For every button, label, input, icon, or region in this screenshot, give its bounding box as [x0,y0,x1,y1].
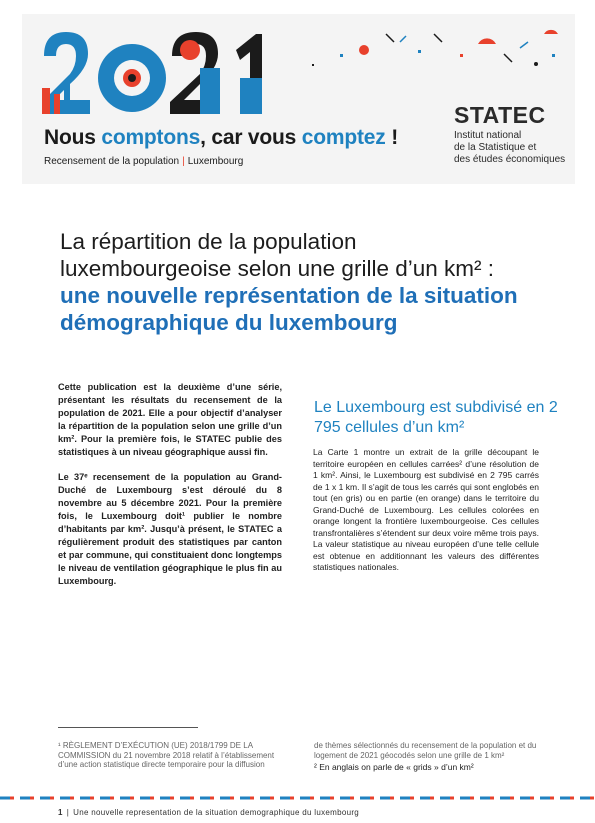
census-subline [44,156,243,167]
title-subtitle-line: démographique du luxembourg [60,310,398,335]
slogan-highlight: comptez [301,126,386,149]
title-line: luxembourgeoise selon une grille d’un km² : [60,256,494,281]
dashed-divider-icon [0,795,595,801]
slogan-text: Nous [44,126,102,149]
title-line: La répartition de la population [60,229,357,254]
footnote-divider [58,727,198,728]
page-number: 1 [58,808,63,817]
statec-subtitle [454,130,574,166]
slogan-text: , car vous [200,126,302,149]
intro-column [58,381,282,600]
decorative-shapes-icon [282,24,572,94]
intro-paragraph: Cette publication est la deuxième d’une série, présentant les résultats du recensement de la population de 2021. Elle a pour objectif d’analyser la répartition de la population selon une grille d’un km². Pour la première fois, le STATEC publie des statistiques à un niveau géographique aussi fin. [58,382,282,457]
footnote-2: ² En anglais on parle de « grids » d’un km² [314,762,474,772]
statec-subtitle-line: de la Statistique et [454,142,537,153]
page-title [60,228,580,336]
title-subtitle-line: une nouvelle représentation de la situation [60,283,518,308]
body-paragraph: La Carte 1 montre un extrait de la grille découpant le territoire européen en cellules carrées² d’une résolution de 1 km². Ainsi, le Luxembourg est subdivisé en 2 795 carrés de 1 x 1 km. Il s’agit de tous les carrés qui sont englobés en tout (en gris) ou en partie (en orange) dans le territoire du Grand-Duché de Luxembourg. Les cellules colorées en orange longent la frontière luxembourgeoise. Ces cellules transfrontalières s’étendent sur deux voire même trois pays. La valeur statistique au niveau européen d’une telle cellule est obtenue en additionnant les valeurs des différentes statistiques nationales. [313,447,539,572]
section-heading: Le Luxembourg est subdivisé en 2 795 cellules d’un km² [314,399,558,436]
census-2021-logo-icon [40,28,270,118]
header-banner [22,14,575,184]
page-footer [58,808,359,817]
statec-subtitle-line: Institut national [454,130,522,141]
subline-separator: | [182,156,185,167]
section-body [313,447,539,574]
footnote-1: ¹ RÈGLEMENT D’EXÉCUTION (UE) 2018/1799 DE LA COMMISSION du 21 novembre 2018 relatif à l’établissement d’une action statistique directe temporaire pour la diffusion [58,741,275,769]
slogan [44,126,398,150]
footnote-1-continued: de thèmes sélectionnés du recensement de la population et du logement de 2021 géocodés selon une grille de 1 km² [314,741,537,760]
statec-brand: STATEC [454,102,546,128]
intro-paragraph: Le 37ᵉ recensement de la population au Grand-Duché de Luxembourg s’est déroulé du 8 novembre au 5 décembre 2021. Pour la première fois, le Luxembourg doit¹ publier le nombre d’habitants par km². Jusqu’à présent, le STATEC a régulièrement produit des statistiques par canton et par commune, qui constituaient donc longtemps le niveau de ventilation géographique le plus fin au Luxembourg. [58,472,282,586]
subline-right: Luxembourg [187,156,244,167]
subline-left: Recensement de la population [44,156,180,167]
slogan-text: ! [385,126,398,149]
footer-separator: | [66,808,70,817]
footer-text: Une nouvelle representation de la situation demographique du luxembourg [73,808,360,817]
statec-subtitle-line: des études économiques [454,154,566,165]
slogan-highlight: comptons [101,126,201,149]
